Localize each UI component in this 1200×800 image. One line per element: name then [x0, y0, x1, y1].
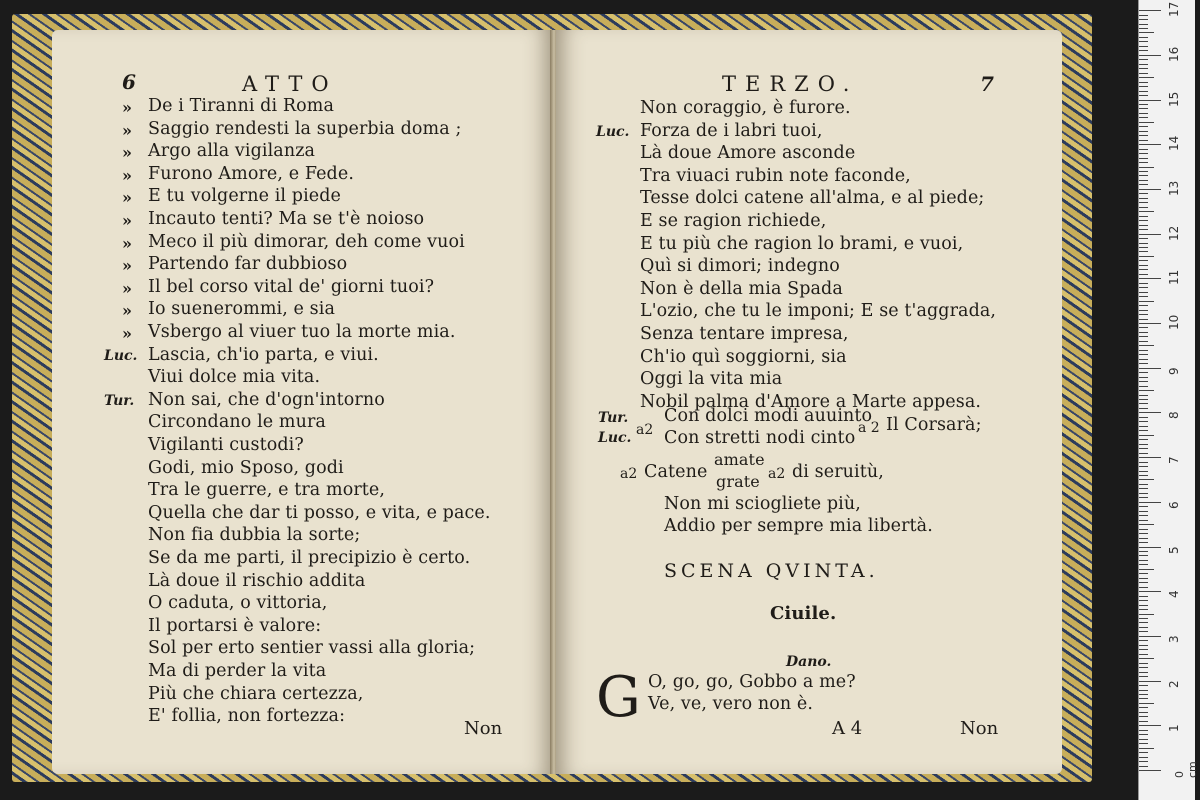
- verse-line: Quì si dimori; indegno: [640, 256, 840, 277]
- verse-line: amate: [714, 450, 765, 469]
- ruler-tick: [1139, 193, 1148, 194]
- ruler-tick: [1139, 462, 1148, 463]
- ruler-tick: [1139, 600, 1148, 601]
- ruler-tick: [1139, 153, 1148, 154]
- quote-mark: »: [122, 324, 132, 343]
- ruler-tick: [1139, 395, 1148, 396]
- ruler-tick: [1139, 743, 1148, 744]
- ruler-tick: [1139, 430, 1148, 431]
- ruler-tick: [1139, 520, 1148, 521]
- ruler-tick: [1139, 216, 1148, 217]
- ruler-tick: [1139, 471, 1148, 472]
- ruler-number: 16: [1167, 46, 1181, 62]
- ruler-tick: [1139, 381, 1148, 382]
- verse-line: Più che chiara certezza,: [148, 683, 364, 704]
- ruler-tick: [1139, 426, 1148, 427]
- ruler-tick: [1139, 654, 1148, 655]
- ruler-tick: [1139, 126, 1148, 127]
- a2-mark: a2: [620, 466, 638, 482]
- ruler-tick: [1139, 386, 1148, 387]
- verse-line: Forza de i labri tuoi,: [640, 120, 823, 141]
- ruler-tick: [1139, 319, 1148, 320]
- ruler-tick: [1139, 55, 1161, 56]
- page-number: 6: [122, 70, 136, 94]
- verse-line: Tra le guerre, e tra morte,: [148, 480, 386, 501]
- verse-line: Circondano le mura: [148, 412, 326, 433]
- ruler-number: 12: [1167, 225, 1181, 241]
- ruler-tick: [1139, 202, 1148, 203]
- catchword: Non: [464, 718, 503, 739]
- ruler-tick: [1139, 716, 1148, 717]
- page-number: 7: [980, 72, 994, 96]
- ruler-tick: [1139, 766, 1148, 767]
- speaker-label: Luc.: [104, 347, 138, 364]
- ruler-tick: [1139, 564, 1148, 565]
- ruler-tick: [1139, 582, 1148, 583]
- verse-line: Io suenerommi, e sia: [148, 299, 335, 320]
- verse-line: Non è della mia Spada: [640, 278, 843, 299]
- ruler-tick: [1139, 739, 1148, 740]
- drop-cap: G: [596, 665, 641, 730]
- verse-line: E' follia, non fortezza:: [148, 706, 346, 727]
- ruler-tick: [1139, 104, 1148, 105]
- verse-line: Tesse dolci catene all'alma, e al piede;: [640, 188, 985, 209]
- ruler-tick: [1139, 444, 1148, 445]
- ruler-tick: [1139, 681, 1161, 682]
- ruler-tick: [1139, 59, 1148, 60]
- ruler-tick: [1139, 488, 1148, 489]
- ruler-tick: [1139, 707, 1148, 708]
- ruler-tick: [1139, 327, 1148, 328]
- quote-mark: »: [122, 233, 132, 253]
- signature-mark: A 4: [832, 718, 863, 739]
- ruler-tick: [1139, 10, 1161, 11]
- ruler-tick: [1139, 372, 1148, 373]
- ruler-tick: [1139, 672, 1148, 673]
- verse-line: Tra viuaci rubin note faconde,: [640, 165, 911, 186]
- ruler-tick: [1139, 73, 1148, 74]
- running-head: ATTO: [242, 72, 338, 96]
- ruler-tick: [1139, 685, 1148, 686]
- ruler-tick: [1139, 292, 1148, 293]
- verse-line: L'ozio, che tu le imponi; E se t'aggrada,: [640, 301, 997, 322]
- ruler-tick: [1139, 15, 1148, 16]
- ruler-tick: [1139, 278, 1161, 279]
- ruler-tick: [1139, 573, 1148, 574]
- verse-line: De i Tiranni di Roma: [148, 96, 334, 116]
- verse-line: Addio per sempre mia libertà.: [664, 516, 933, 536]
- ruler-tick: [1139, 86, 1148, 87]
- quote-mark: »: [122, 120, 132, 140]
- ruler-tick: [1139, 636, 1161, 637]
- ruler-tick: [1139, 359, 1148, 360]
- ruler-tick: [1139, 24, 1148, 25]
- catchword: Non: [960, 718, 999, 739]
- verse-line: Incauto tenti? Ma se t'è noioso: [148, 209, 425, 229]
- ruler-tick: [1139, 305, 1148, 306]
- verse-line: Viui dolce mia vita.: [148, 367, 321, 388]
- ruler-tick: [1139, 180, 1148, 181]
- verse-line: Partendo far dubbioso: [148, 254, 348, 275]
- ruler-tick: [1139, 417, 1148, 418]
- ruler-tick: [1139, 251, 1148, 252]
- verse-line: Ve, ve, vero non è.: [648, 694, 814, 714]
- ruler-tick: [1139, 533, 1148, 534]
- ruler-tick: [1139, 524, 1154, 525]
- a2-mark: a2: [768, 466, 786, 482]
- ruler-tick: [1139, 390, 1154, 391]
- verse-line: Non mi sciogliete più,: [664, 494, 861, 514]
- ruler-tick: [1139, 506, 1148, 507]
- ruler-tick: [1139, 479, 1154, 480]
- ruler-tick: [1139, 538, 1148, 539]
- ruler-tick: [1139, 301, 1154, 302]
- quote-mark: »: [122, 143, 132, 163]
- ruler-tick: [1139, 108, 1148, 109]
- verse-line: Con stretti nodi cinto: [664, 428, 856, 448]
- verse-line: E se ragion richiede,: [640, 211, 827, 231]
- verse-line: Ma di perder la vita: [148, 661, 327, 681]
- verse-line: Furono Amore, e Fede.: [148, 163, 354, 184]
- ruler-tick: [1139, 551, 1148, 552]
- ruler-tick: [1139, 640, 1148, 641]
- ruler-tick: [1139, 712, 1148, 713]
- ruler-tick: [1139, 260, 1148, 261]
- ruler-tick: [1139, 211, 1154, 212]
- a2-mark: a2: [636, 422, 654, 438]
- ruler-number: 9: [1167, 367, 1181, 375]
- ruler-number: 2: [1167, 679, 1181, 688]
- verse-line: Il bel corso vital de' giorni tuoi?: [148, 276, 435, 297]
- speaker-heading: Dano.: [786, 654, 832, 670]
- ruler-tick: [1139, 32, 1154, 33]
- ruler-tick: [1139, 421, 1148, 422]
- ruler-tick: [1139, 453, 1148, 454]
- verse-line: Là doue il rischio addita: [148, 570, 366, 591]
- quote-mark: »: [122, 211, 132, 230]
- ruler-tick: [1139, 189, 1161, 190]
- verse-line: di seruitù,: [792, 462, 884, 482]
- ruler-tick: [1139, 207, 1148, 208]
- ruler-tick: [1139, 28, 1148, 29]
- verse-line: Argo alla vigilanza: [148, 141, 316, 162]
- ruler-tick: [1139, 144, 1161, 145]
- speaker-label: Tur.: [598, 410, 629, 426]
- ruler-tick: [1139, 752, 1148, 753]
- ruler-tick: [1139, 336, 1148, 337]
- ruler-tick: [1139, 412, 1161, 413]
- ruler-tick: [1139, 663, 1148, 664]
- verse-line: Lascia, ch'io parta, e viui.: [148, 344, 379, 365]
- quote-mark: »: [122, 165, 132, 185]
- ruler-tick: [1139, 730, 1148, 731]
- ruler-tick: [1139, 82, 1148, 83]
- ruler-tick: [1139, 68, 1148, 69]
- speaker-label: Luc.: [596, 123, 630, 140]
- ruler-tick: [1139, 591, 1161, 592]
- ruler-number: 14: [1167, 135, 1181, 152]
- ruler-number: 7: [1167, 456, 1181, 465]
- ruler-tick: [1139, 622, 1148, 623]
- verse-line: Catene: [644, 462, 708, 482]
- ruler-tick: [1139, 171, 1148, 172]
- ruler-tick: [1139, 757, 1148, 758]
- ruler-tick: [1139, 542, 1148, 543]
- ruler-tick: [1139, 569, 1154, 570]
- ruler-tick: [1139, 676, 1148, 677]
- ruler-tick: [1139, 140, 1148, 141]
- ruler-tick: [1139, 220, 1148, 221]
- ruler-tick: [1139, 698, 1148, 699]
- ruler-tick: [1139, 175, 1148, 176]
- ruler-tick: [1139, 547, 1161, 548]
- ruler-tick: [1139, 238, 1148, 239]
- ruler-number: 15: [1167, 91, 1181, 107]
- ruler-tick: [1139, 734, 1148, 735]
- ruler-number: 3: [1167, 635, 1181, 643]
- ruler-tick: [1139, 667, 1148, 668]
- ruler-tick: [1139, 158, 1148, 159]
- verse-line: Quella che dar ti posso, e vita, e pace.: [148, 502, 491, 523]
- verse-line: Non coraggio, è furore.: [640, 98, 851, 118]
- verse-line: Oggi la vita mia: [640, 369, 783, 390]
- ruler-tick: [1139, 113, 1148, 114]
- speaker-label: Tur.: [104, 392, 135, 409]
- ruler-tick: [1139, 91, 1148, 92]
- verse-line: O, go, go, Gobbo a me?: [648, 672, 856, 692]
- ruler-tick: [1139, 627, 1148, 628]
- scene-subtitle: Ciuile.: [770, 603, 837, 624]
- ruler-tick: [1139, 605, 1148, 606]
- quote-mark: »: [122, 278, 132, 298]
- ruler-tick: [1139, 645, 1148, 646]
- ruler-tick: [1139, 578, 1148, 579]
- ruler-tick: [1139, 122, 1154, 123]
- ruler-number: 1: [1167, 724, 1181, 733]
- ruler-tick: [1139, 725, 1161, 726]
- verse-line: Meco il più dimorar, deh come vuoi: [148, 231, 465, 252]
- ruler-tick: [1139, 269, 1148, 270]
- ruler-tick: [1139, 287, 1148, 288]
- ruler-tick: [1139, 555, 1148, 556]
- ruler-tick: [1139, 511, 1148, 512]
- verse-line: E tu volgerne il piede: [148, 186, 342, 207]
- speaker-label: Luc.: [598, 430, 632, 446]
- ruler-tick: [1139, 256, 1154, 257]
- ruler-tick: [1139, 596, 1148, 597]
- verse-line: E tu più che ragion lo brami, e vuoi,: [640, 233, 964, 254]
- verse-line: Non fia dubbia la sorte;: [148, 525, 361, 546]
- ruler-number: 4: [1167, 590, 1181, 599]
- verse-line: Il portarsi è valore:: [148, 615, 322, 636]
- ruler-tick: [1139, 658, 1154, 659]
- left-page: [52, 30, 552, 774]
- ruler-tick: [1139, 323, 1161, 324]
- ruler-tick: [1139, 243, 1148, 244]
- ruler-tick: [1139, 95, 1148, 96]
- ruler-tick: [1139, 748, 1154, 749]
- ruler-tick: [1139, 19, 1148, 20]
- a2-mark: a 2: [858, 420, 880, 436]
- ruler-tick: [1139, 448, 1148, 449]
- verse-line: O caduta, o vittoria,: [148, 593, 328, 614]
- ruler-tick: [1139, 341, 1148, 342]
- verse-line: grate: [716, 472, 760, 491]
- ruler-tick: [1139, 614, 1154, 615]
- verse-line: Con dolci modi auuinto: [664, 406, 873, 426]
- ruler-tick: [1139, 345, 1154, 346]
- ruler-tick: [1139, 283, 1148, 284]
- ruler-tick: [1139, 167, 1154, 168]
- ruler-tick: [1139, 631, 1148, 632]
- ruler-tick: [1139, 497, 1148, 498]
- running-head: TERZO.: [722, 72, 859, 96]
- ruler-tick: [1139, 770, 1161, 771]
- ruler-tick: [1139, 363, 1148, 364]
- ruler-number: 5: [1167, 545, 1181, 554]
- ruler-tick: [1139, 399, 1148, 400]
- ruler-number: 11: [1167, 270, 1181, 286]
- ruler-tick: [1139, 162, 1148, 163]
- ruler-tick: [1139, 50, 1148, 51]
- quote-mark: »: [122, 256, 132, 276]
- quote-mark: »: [122, 301, 132, 321]
- ruler-tick: [1139, 131, 1148, 132]
- ruler-tick: [1139, 274, 1148, 275]
- ruler-tick: [1139, 609, 1148, 610]
- ruler-tick: [1139, 100, 1161, 101]
- ruler-tick: [1139, 46, 1148, 47]
- ruler-tick: [1139, 529, 1148, 530]
- ruler-tick: [1139, 247, 1148, 248]
- ruler-tick: [1139, 37, 1148, 38]
- verse-line: Saggio rendesti la superbia doma ;: [148, 118, 462, 139]
- verse-line: Ch'io quì soggiorni, sia: [640, 346, 847, 367]
- ruler-tick: [1139, 618, 1148, 619]
- ruler-tick: [1139, 64, 1148, 65]
- verse-line: Nobil palma d'Amore a Marte appesa.: [640, 391, 982, 412]
- verse-line: Se da me parti, il precipizio è certo.: [148, 548, 471, 568]
- ruler-tick: [1139, 135, 1148, 136]
- ruler-tick: [1139, 457, 1161, 458]
- ruler-tick: [1139, 587, 1148, 588]
- verse-line: Senza tentare impresa,: [640, 324, 849, 344]
- ruler-tick: [1139, 149, 1148, 150]
- verse-line: Sol per erto sentier vassi alla gloria;: [148, 638, 476, 659]
- ruler-tick: [1139, 41, 1148, 42]
- ruler-tick: [1139, 649, 1148, 650]
- ruler-tick: [1139, 350, 1148, 351]
- ruler-tick: [1139, 198, 1148, 199]
- ruler-tick: [1139, 368, 1161, 369]
- ruler-tick: [1139, 560, 1148, 561]
- quote-mark: »: [122, 98, 132, 117]
- verse-line: Il Corsarà;: [886, 415, 982, 435]
- ruler-tick: [1139, 475, 1148, 476]
- ruler-unit-label: 0 cm: [1173, 761, 1199, 778]
- ruler-tick: [1139, 703, 1154, 704]
- ruler-tick: [1139, 77, 1154, 78]
- ruler-tick: [1139, 354, 1148, 355]
- ruler-tick: [1139, 332, 1148, 333]
- verse-line: Non sai, che d'ogn'intorno: [148, 389, 385, 410]
- ruler-tick: [1139, 403, 1148, 404]
- ruler-tick: [1139, 229, 1148, 230]
- ruler-tick: [1139, 225, 1148, 226]
- ruler-tick: [1139, 408, 1148, 409]
- right-page: [556, 30, 1062, 774]
- ruler-tick: [1139, 761, 1148, 762]
- ruler-tick: [1139, 234, 1161, 235]
- ruler-tick: [1139, 515, 1148, 516]
- ruler-tick: [1139, 296, 1148, 297]
- ruler-tick: [1139, 466, 1148, 467]
- ruler-tick: [1139, 694, 1148, 695]
- verse-line: Godi, mio Sposo, godi: [148, 457, 344, 478]
- ruler-tick: [1139, 310, 1148, 311]
- quote-mark: »: [122, 188, 132, 208]
- measuring-ruler: [1138, 0, 1199, 800]
- ruler-tick: [1139, 265, 1148, 266]
- verse-line: Là doue Amore asconde: [640, 143, 856, 164]
- ruler-number: 8: [1167, 411, 1181, 420]
- ruler-tick: [1139, 117, 1148, 118]
- ruler-tick: [1139, 690, 1148, 691]
- ruler-tick: [1139, 377, 1148, 378]
- verse-line: Vsbergo al viuer tuo la morte mia.: [148, 322, 456, 342]
- ruler-tick: [1139, 484, 1148, 485]
- ruler-number: 10: [1167, 314, 1181, 330]
- ruler-tick: [1139, 435, 1154, 436]
- ruler-tick: [1139, 721, 1148, 722]
- ruler-tick: [1139, 184, 1148, 185]
- ruler-number: 6: [1167, 501, 1181, 509]
- verse-line: Vigilanti custodi?: [148, 435, 304, 455]
- ruler-number: 17: [1167, 1, 1181, 18]
- ruler-number: 13: [1167, 180, 1181, 196]
- scene-title: SCENA QVINTA.: [664, 560, 879, 582]
- ruler-tick: [1139, 502, 1161, 503]
- ruler-tick: [1139, 493, 1148, 494]
- ruler-tick: [1139, 314, 1148, 315]
- ruler-tick: [1139, 439, 1148, 440]
